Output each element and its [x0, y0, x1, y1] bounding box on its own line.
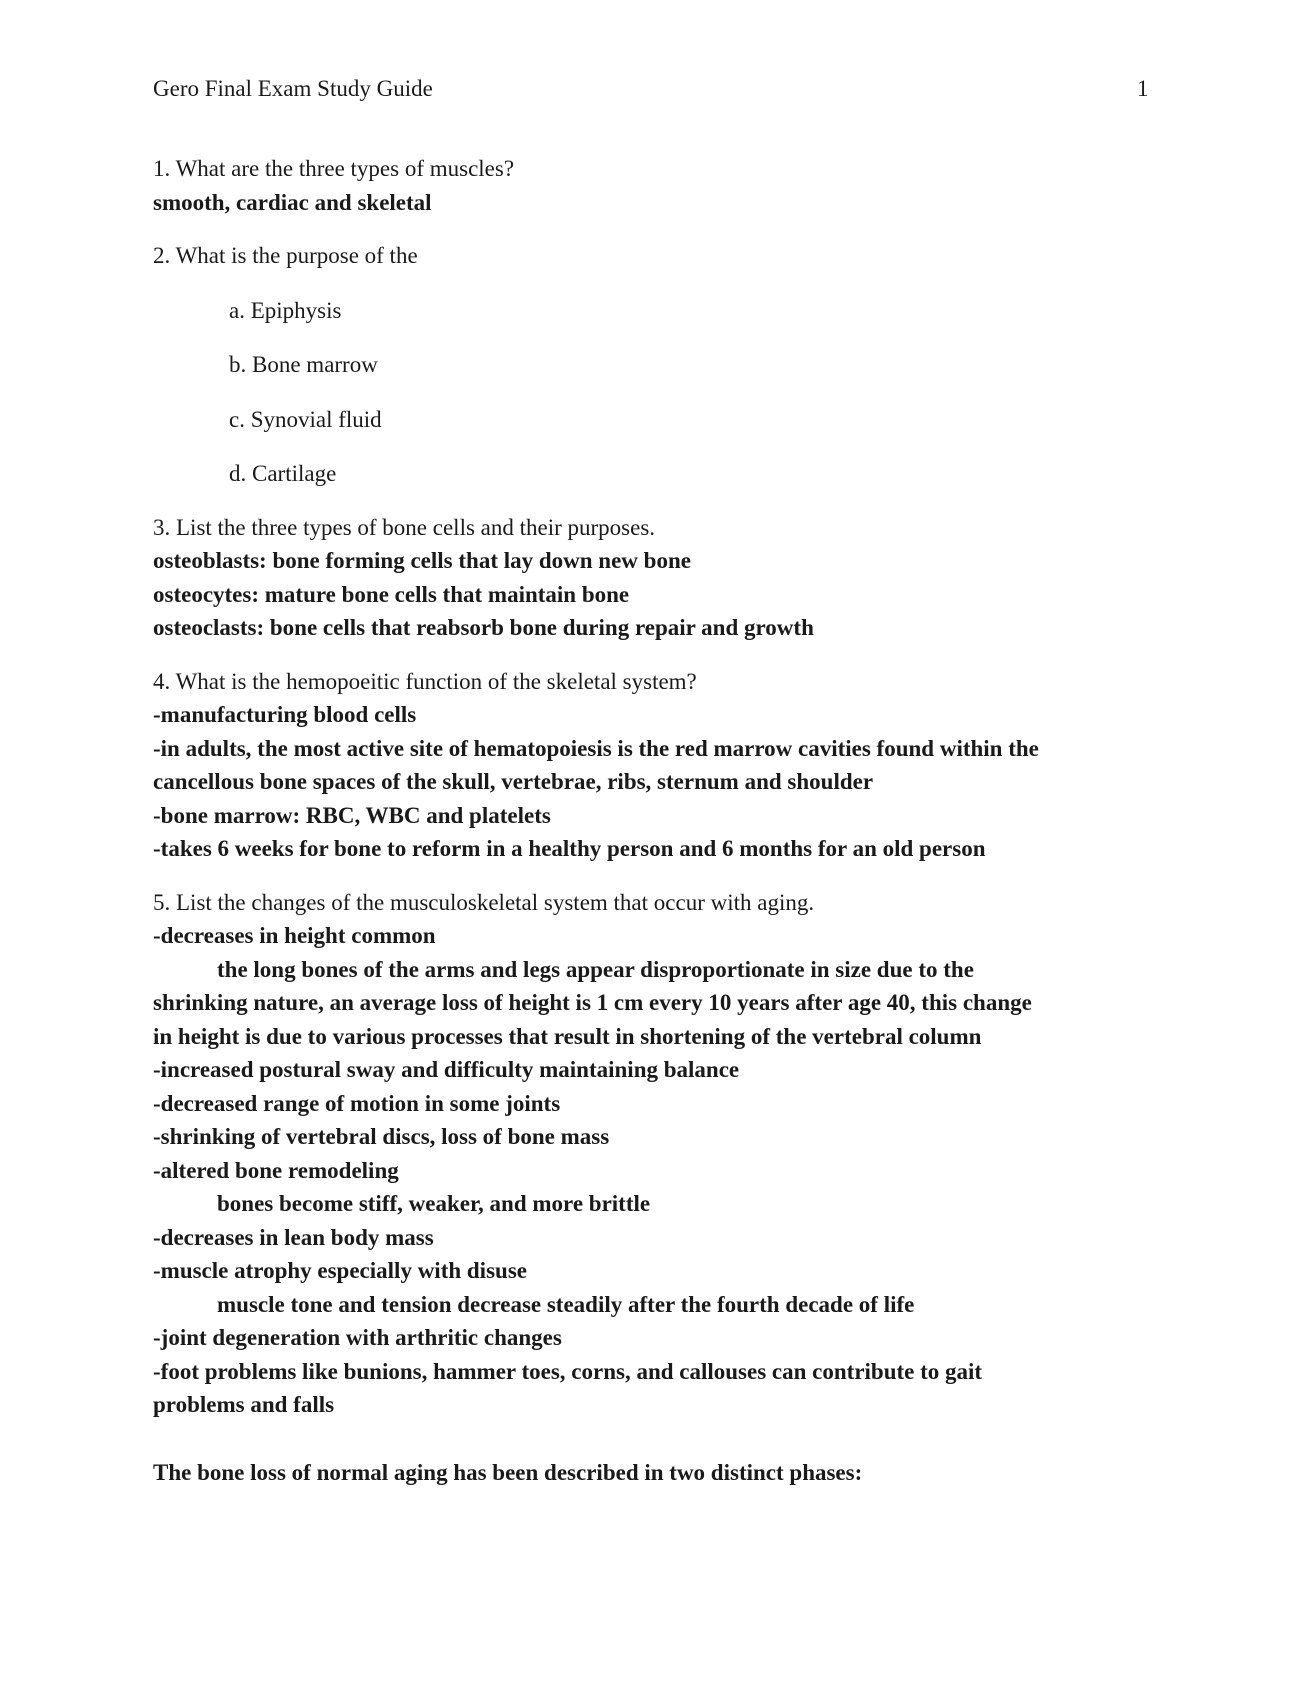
- answer-5-line: bones become stiff, weaker, and more brittle: [217, 1191, 651, 1216]
- answer-4-line: -takes 6 weeks for bone to reform in a healthy person and 6 months for an old person: [153, 836, 986, 861]
- question-3: 3. List the three types of bone cells and their purposes.: [153, 514, 656, 540]
- question-2: 2. What is the purpose of the: [153, 243, 418, 268]
- answer-5-line: -joint degeneration with arthritic changes: [153, 1325, 562, 1350]
- closing-paragraph: The bone loss of normal aging has been described in two distinct phases:: [153, 1459, 863, 1485]
- answer-4-line: -manufacturing blood cells: [153, 702, 417, 727]
- list-item-bone-marrow: b. Bone marrow: [229, 352, 378, 377]
- answer-4-line: cancellous bone spaces of the skull, vertebrae, ribs, sternum and shoulder: [153, 769, 874, 794]
- answer-4-line: -in adults, the most active site of hematopoiesis is the red marrow cavities found within the: [153, 735, 1039, 761]
- answer-3-osteoclasts: osteoclasts: bone cells that reabsorb bone during repair and growth: [153, 615, 814, 640]
- question-5: 5. List the changes of the musculoskeletal system that occur with aging.: [153, 889, 815, 915]
- answer-5-line: -muscle atrophy especially with disuse: [153, 1258, 527, 1283]
- answer-3-osteoblasts: osteoblasts: bone forming cells that lay down new bone: [153, 548, 691, 573]
- header-title: Gero Final Exam Study Guide: [153, 76, 433, 101]
- question-4: 4. What is the hemopoeitic function of the skeletal system?: [153, 668, 697, 694]
- answer-4-line: -bone marrow: RBC, WBC and platelets: [153, 802, 551, 828]
- page-number: 1: [1137, 76, 1149, 101]
- answer-5-line: problems and falls: [153, 1392, 335, 1417]
- answer-5-line: -decreased range of motion in some joints: [153, 1090, 561, 1116]
- answer-5-line: in height is due to various processes that result in shortening of the vertebral column: [153, 1023, 982, 1049]
- list-item-synovial-fluid: c. Synovial fluid: [229, 406, 382, 432]
- answer-5-line: -altered bone remodeling: [153, 1157, 399, 1183]
- answer-5-line: muscle tone and tension decrease steadily after the fourth decade of life: [217, 1291, 915, 1317]
- answer-5-line: -decreases in height common: [153, 923, 436, 948]
- answer-5-line: -decreases in lean body mass: [153, 1224, 434, 1250]
- answer-5-line: -shrinking of vertebral discs, loss of bone mass: [153, 1124, 610, 1149]
- answer-3-osteocytes: osteocytes: mature bone cells that maintain bone: [153, 581, 630, 607]
- answer-1: smooth, cardiac and skeletal: [153, 189, 432, 215]
- list-item-epiphysis: a. Epiphysis: [229, 297, 342, 323]
- answer-5-line: -increased postural sway and difficulty maintaining balance: [153, 1057, 740, 1082]
- answer-5-line: the long bones of the arms and legs appear disproportionate in size due to the: [217, 956, 974, 982]
- answer-5-line: shrinking nature, an average loss of height is 1 cm every 10 years after age 40, this change: [153, 990, 1032, 1015]
- list-item-cartilage: d. Cartilage: [229, 461, 337, 486]
- document-body: [153, 152, 1153, 1489]
- question-1: 1. What are the three types of muscles?: [153, 156, 515, 181]
- answer-5-line: -foot problems like bunions, hammer toes, corns, and callouses can contribute to gait: [153, 1358, 983, 1384]
